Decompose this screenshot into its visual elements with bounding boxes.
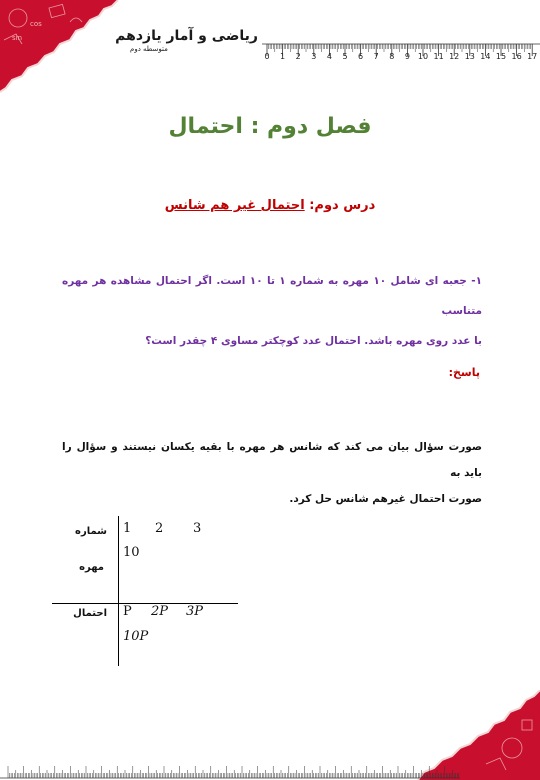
ruler-label: 17: [527, 52, 538, 61]
ruler-label: 8: [389, 52, 395, 61]
corner-doodle-sin: sin: [12, 34, 23, 42]
logo-subtitle: متوسطه دوم: [130, 45, 168, 53]
corner-decoration-top-left: [0, 0, 120, 100]
ruler-label: 14: [480, 52, 491, 61]
ruler-label: 6: [358, 52, 364, 61]
question-line-1: ۱- جعبه ای شامل ۱۰ مهره به شماره ۱ تا ۱۰ است. اگر احتمال مشاهده هر مهره متناسب: [62, 275, 482, 317]
logo-title: ریاضی و آمار یازدهم: [115, 28, 258, 44]
lesson-title: [0, 198, 540, 213]
table-cell-number-1: 1: [123, 521, 132, 536]
table-cell-prob-10: 10P: [123, 629, 149, 644]
ruler-bottom: [0, 758, 460, 780]
question-line-2: با عدد روی مهره باشد. احتمال عدد کوچکتر مساوی ۴ چقدر است؟: [145, 335, 482, 347]
ruler-label: 10: [417, 52, 429, 61]
table-row1-label-b: مهره: [79, 562, 104, 573]
table-cell-prob-2: 2P: [151, 604, 169, 619]
ruler-label: 5: [342, 52, 348, 61]
answer-line-1: صورت سؤال بیان می کند که شانس هر مهره با بقیه یکسان نیستند و سؤال را باید به: [62, 441, 482, 479]
table-cell-prob-1: P: [123, 604, 132, 619]
ruler-label: 9: [404, 52, 410, 61]
ruler-label: 16: [511, 52, 522, 61]
table-vertical-rule: [118, 516, 119, 666]
ruler-label: 1: [280, 52, 286, 61]
answer-label: پاسخ:: [448, 366, 480, 379]
ruler-label: 12: [449, 52, 460, 61]
ruler-label: 15: [495, 52, 507, 61]
table-cell-number-3: 3: [193, 521, 202, 536]
answer-text: [62, 434, 482, 512]
table-row2-label: احتمال: [73, 608, 107, 619]
table-horizontal-rule: [52, 603, 238, 604]
ruler-label: 7: [373, 52, 379, 61]
lesson-prefix: درس دوم:: [304, 198, 376, 213]
table-cell-number-10: 10: [123, 545, 140, 560]
ruler-label: 3: [311, 52, 317, 61]
corner-doodle-cos: cos: [30, 20, 42, 28]
table-cell-prob-3: 3P: [186, 604, 204, 619]
chapter-title: فصل دوم : احتمال: [168, 114, 372, 139]
ruler-label: 2: [295, 52, 301, 61]
ruler-label: 13: [464, 52, 475, 61]
ruler-label: 0: [264, 52, 270, 61]
ruler-label: 11: [433, 52, 444, 61]
ruler-label: 4: [326, 52, 332, 61]
brand-logo: [115, 28, 258, 55]
table-row1-label-a: شماره: [75, 526, 107, 537]
answer-line-2: صورت احتمال غیرهم شانس حل کرد.: [289, 493, 482, 505]
lesson-name: احتمال غیر هم شانس: [164, 198, 305, 213]
table-cell-number-2: 2: [155, 521, 164, 536]
question-text: [62, 266, 482, 356]
